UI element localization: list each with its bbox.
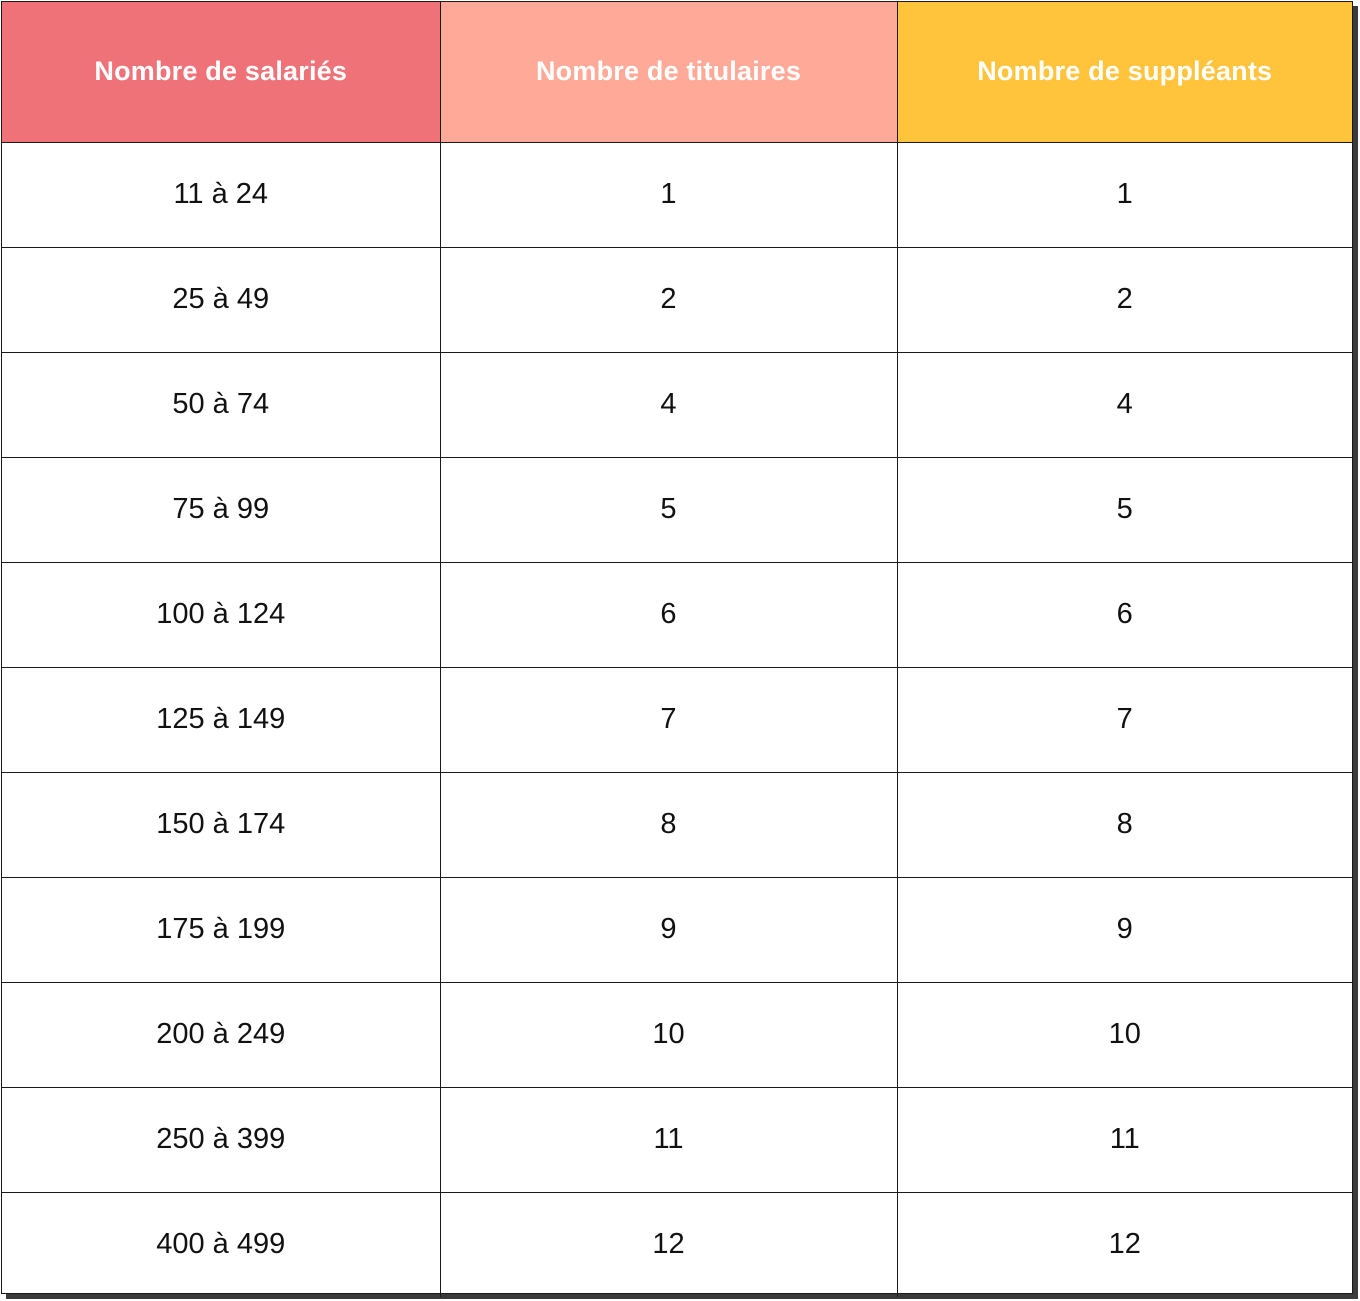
cell-suppleants: 4 <box>897 352 1352 457</box>
cell-employees: 25 à 49 <box>2 247 440 352</box>
cell-titulaires: 9 <box>440 877 897 982</box>
cell-employees: 400 à 499 <box>2 1192 440 1297</box>
cell-employees: 125 à 149 <box>2 667 440 772</box>
table-row <box>2 877 1352 982</box>
table-row <box>2 562 1352 667</box>
cell-titulaires: 1 <box>440 142 897 247</box>
cell-suppleants: 8 <box>897 772 1352 877</box>
table-row <box>2 457 1352 562</box>
header-employees: Nombre de salariés <box>2 2 440 142</box>
cell-suppleants: 10 <box>897 982 1352 1087</box>
cell-suppleants: 12 <box>897 1192 1352 1297</box>
cell-titulaires: 8 <box>440 772 897 877</box>
cell-suppleants: 2 <box>897 247 1352 352</box>
table-row <box>2 247 1352 352</box>
cell-employees: 100 à 124 <box>2 562 440 667</box>
table-row <box>2 1192 1352 1297</box>
cell-titulaires: 10 <box>440 982 897 1087</box>
cell-suppleants: 9 <box>897 877 1352 982</box>
table-row <box>2 142 1352 247</box>
table-row <box>2 352 1352 457</box>
header-suppleants: Nombre de suppléants <box>897 2 1352 142</box>
cell-employees: 11 à 24 <box>2 142 440 247</box>
data-table <box>1 1 1353 1294</box>
cell-titulaires: 7 <box>440 667 897 772</box>
table-header-row <box>2 2 1352 142</box>
cell-suppleants: 11 <box>897 1087 1352 1192</box>
cell-titulaires: 4 <box>440 352 897 457</box>
table-row <box>2 667 1352 772</box>
cell-suppleants: 1 <box>897 142 1352 247</box>
cell-employees: 50 à 74 <box>2 352 440 457</box>
cell-titulaires: 11 <box>440 1087 897 1192</box>
cell-titulaires: 12 <box>440 1192 897 1297</box>
cell-titulaires: 6 <box>440 562 897 667</box>
header-titulaires: Nombre de titulaires <box>440 2 897 142</box>
cell-suppleants: 6 <box>897 562 1352 667</box>
table-row <box>2 772 1352 877</box>
table-row <box>2 1087 1352 1192</box>
representatives-table <box>2 2 1352 1297</box>
table-row <box>2 982 1352 1087</box>
cell-suppleants: 5 <box>897 457 1352 562</box>
cell-suppleants: 7 <box>897 667 1352 772</box>
cell-titulaires: 2 <box>440 247 897 352</box>
cell-employees: 75 à 99 <box>2 457 440 562</box>
cell-employees: 150 à 174 <box>2 772 440 877</box>
cell-employees: 175 à 199 <box>2 877 440 982</box>
cell-employees: 200 à 249 <box>2 982 440 1087</box>
cell-titulaires: 5 <box>440 457 897 562</box>
cell-employees: 250 à 399 <box>2 1087 440 1192</box>
